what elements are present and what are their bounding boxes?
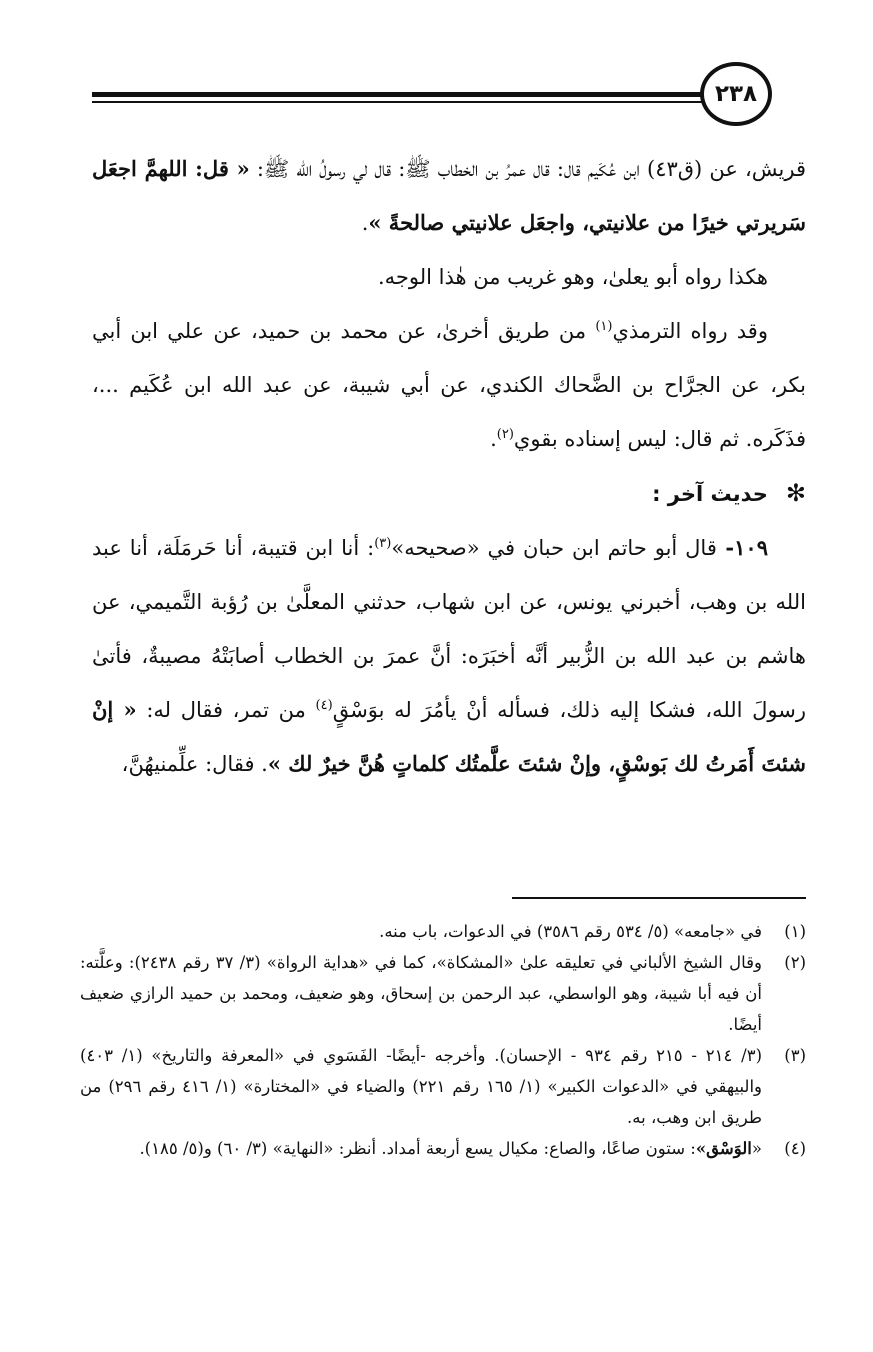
footnote-ref-4: (٤) [315,698,333,713]
footnote-4: (٤) «الوَسْق»: ستون صاعًا، والصاع: مكيال يسع أربعة أمداد. أنظر: «النهاية» (٣/ ٦٠) و(٥/ ١٨٥). [139,1139,806,1158]
footnote-ref-2: (٢) [496,427,514,442]
footnote-3: (٣) (٣/ ٢١٤ - ٢١٥ رقم ٩٣٤ - الإحسان). وأخرجه -أيضًا- الفَسَوي في «المعرفة والتاريخ» (١/ ٤٠٣) والبيهقي في «الدعوات الكبير» (١/ ١٦٥ رقم ٢٢١) والضياء في «المختارة» (١/ ٤١٦ رقم ٢٩٦) من طريق ابن وهب، به. [80,1046,806,1127]
section-heading: ✻حديث آخر : [652,479,806,507]
footnote-ref-1: (١) [595,319,613,334]
footnote-2: (٢) وقال الشيخ الألباني في تعليقه علىٰ «المشكاة»، كما في «هداية الرواة» (٣/ ٣٧ رقم ٢٤٣٨): وعلَّته: أن فيه أبا شيبة، وهو الواسطي، عبد الرحمن بن إسحاق، وهو ضعيف، ومحمد بن حميد الرازي ضعيف أيضًا. [80,953,806,1034]
main-text [92,142,806,791]
paragraph-1: قريش، عن (ق٤٣) ابن عُكَيم قال: قال عمرُ بن الخطاب ﷺ: قال لي رسولُ الله ﷺ: « قل: اللهمَّ اجعَل سَريرتي خيرًا من علانيتي، واجعَل علانيتي صالحةً ». [92,156,806,235]
hadith-number: ١٠٩- [716,535,768,560]
paragraph-3: وقد رواه الترمذي$^{(١)}$ من طريق أخرىٰ، عن محمد بن حميد، عن علي ابن أبي بكر، عن الجرَّاح بن الضَّحاك الكندي، عن أبي شيبة، عن عبد الله ابن عُكَيم ...، فذَكَره. ثم قال: ليس إسناده بقوي$^{(٢)}$. [92,319,806,451]
paragraph-4: ١٠٩- قال أبو حاتم ابن حبان في «صحيحه»$^{(٣)}$: أنا ابن قتيبة، أنا حَرمَلَة، أنا عبد الله بن وهب، أخبرني يونس، عن ابن شهاب، حدثني المعلَّىٰ بن رُؤبة التَّميمي، عن هاشم بن عبد الله بن الزُّبير أنَّه أخبَرَه: أنَّ عمرَ بن الخطاب أصابَتْهُ مصيبةٌ، فأتىٰ رسولَ الله، فشكا إليه ذلك، فسأله أنْ يأمُرَ له بوَسْقٍ$^{(٤)}$ من تمر، فقال له: « إنْ شئتَ أَمَرتُ لك بَوسْقٍ، وإنْ شئتَ علَّمتُك كلماتٍ هُنَّ خيرٌ لك ». فقال: علِّمنيهُنَّ، [92,535,807,776]
paragraph-2: هكذا رواه أبو يعلىٰ، وهو غريب من هٰذا الوجه. [377,265,768,289]
footnotes [80,916,806,1164]
star-icon: ✻ [785,479,806,507]
page-number: ٢٣٨ [700,62,772,126]
quote-2: « إنْ شئتَ أَمَرتُ لك بَوسْقٍ، وإنْ شئتَ علَّمتُك كلماتٍ هُنَّ خيرٌ لك » [92,697,806,776]
header-rule-thin [92,101,721,103]
footnote-ref-3: (٣) [374,536,392,551]
header-rule-thick [92,92,721,97]
prophetic-quote: « قل: اللهمَّ اجعَل سَريرتي خيرًا من علانيتي، واجعَل علانيتي صالحةً » [92,156,806,235]
footnote-1: (١) في «جامعه» (٥/ ٥٣٤ رقم ٣٥٨٦) في الدعوات، باب منه. [379,922,806,941]
footnote-divider [512,897,806,899]
